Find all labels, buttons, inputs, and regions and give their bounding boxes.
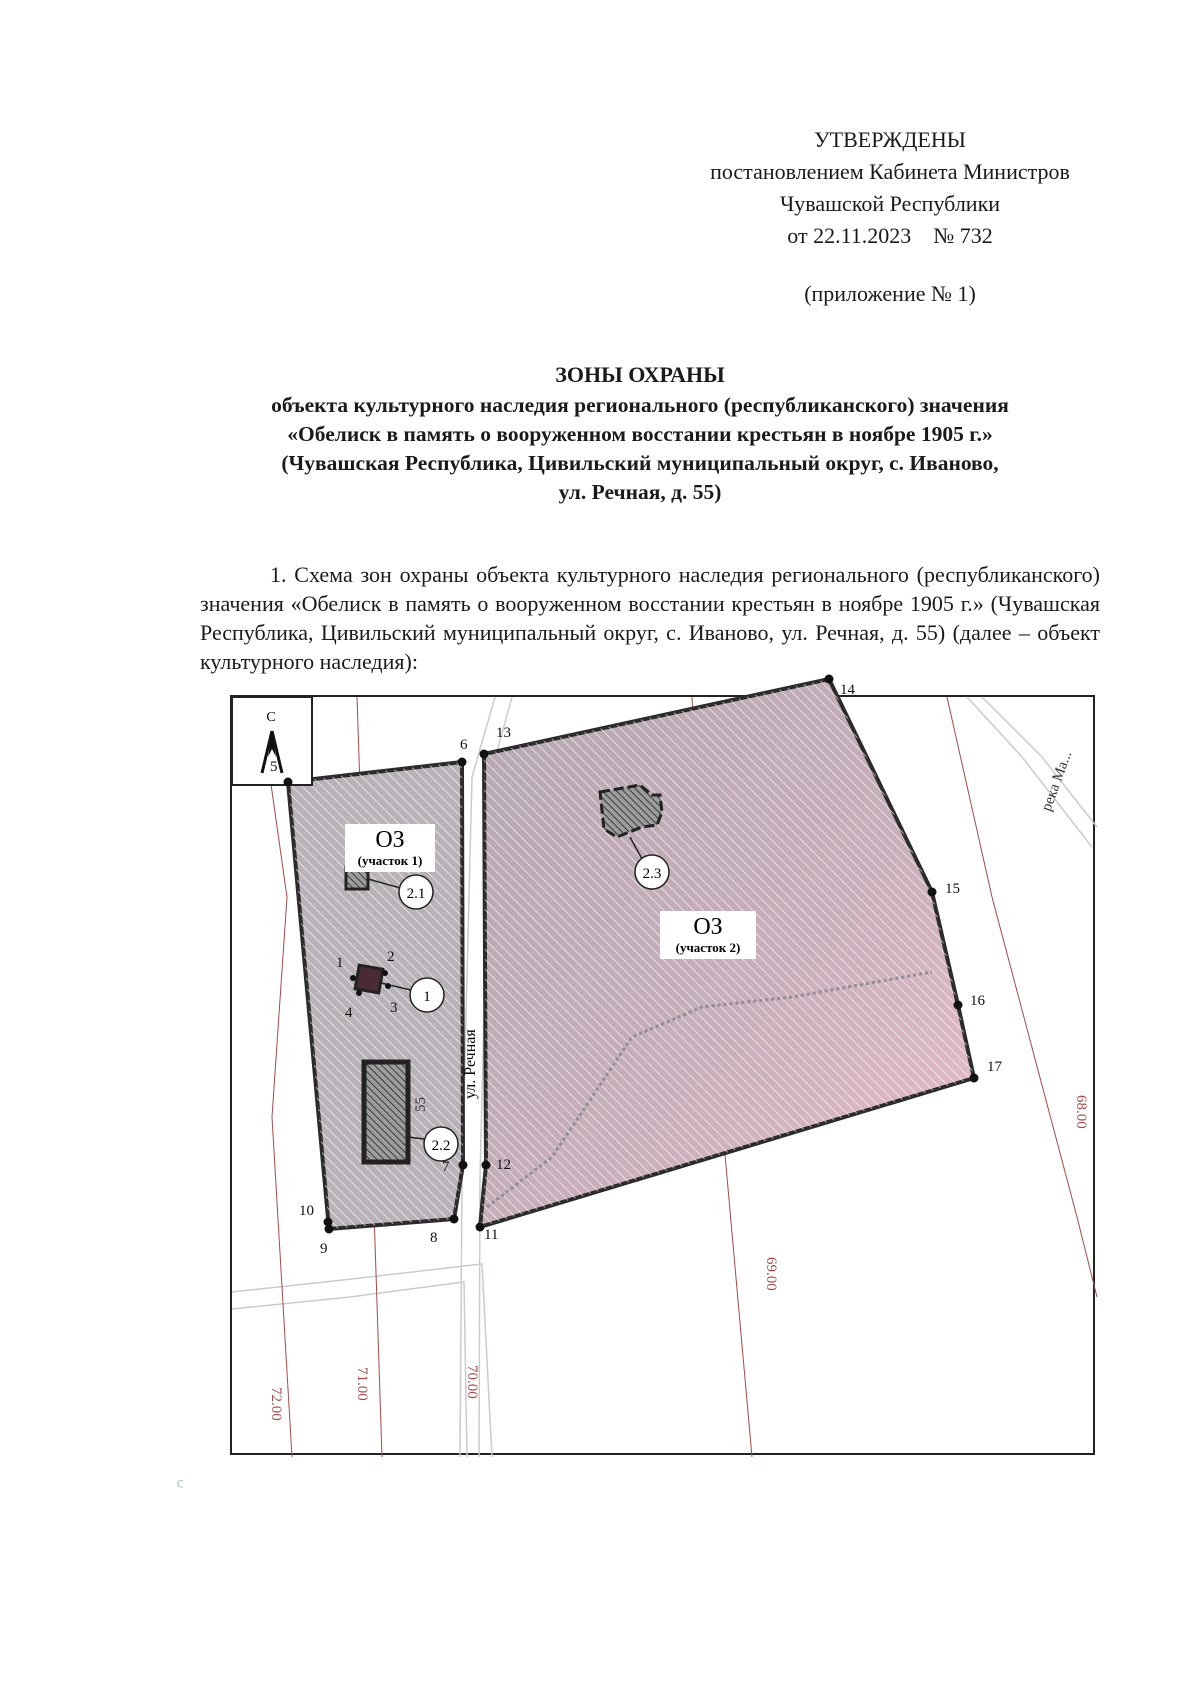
point-16 — [954, 1001, 963, 1010]
svg-text:14: 14 — [840, 682, 855, 698]
paragraph-1: 1. Схема зон охраны объекта культурного наследия регионального (республиканского) значения «Обелиск в память о вооруженном восстании крестьян в ноябре 1905 г.» (Чувашская Республика, Цивильский муниципальный округ, с. Иваново, ул. Речная, д. 55) (далее – объект культурного наследия): — [200, 562, 1100, 674]
point-15 — [928, 888, 937, 897]
svg-text:16: 16 — [970, 993, 985, 1009]
svg-text:13: 13 — [496, 725, 511, 741]
point-5 — [284, 778, 293, 787]
title-line1: объекта культурного наследия регионального (республиканского) значения — [271, 393, 1009, 417]
svg-text:7: 7 — [442, 1159, 450, 1175]
svg-text:ОЗ: ОЗ — [693, 914, 723, 940]
svg-text:2.3: 2.3 — [642, 866, 662, 882]
approval-date-number: от 22.11.2023 № 732 — [787, 223, 993, 248]
approval-line1: постановлением Кабинета Министров — [710, 159, 1070, 184]
svg-text:1: 1 — [336, 955, 344, 971]
svg-text:9: 9 — [320, 1241, 328, 1257]
svg-text:2.2: 2.2 — [431, 1138, 451, 1154]
point-17 — [970, 1074, 979, 1083]
svg-text:17: 17 — [987, 1059, 1002, 1075]
point-12 — [482, 1161, 491, 1170]
contour-label-70: 70.00 — [464, 1365, 480, 1399]
svg-text:15: 15 — [945, 881, 960, 897]
zone-1-label — [345, 824, 435, 872]
point-8 — [450, 1215, 459, 1224]
point-6 — [458, 758, 467, 767]
title-line3: (Чувашская Республика, Цивильский муниципальный округ, с. Иваново, — [281, 451, 999, 475]
svg-text:(участок 1): (участок 1) — [357, 853, 423, 868]
title-line4: ул. Речная, д. 55) — [558, 480, 722, 504]
svg-text:11: 11 — [484, 1227, 499, 1243]
river-label: река Ма... — [1038, 748, 1076, 814]
approval-heading: УТВЕРЖДЕНЫ — [814, 127, 966, 152]
house-number: 55 — [413, 1097, 429, 1112]
svg-text:4: 4 — [345, 1005, 353, 1021]
object-label-2-1 — [399, 875, 433, 909]
contour-label-68: 68.00 — [1073, 1095, 1089, 1129]
protection-zones-map — [230, 682, 1095, 1455]
street-label: ул. Речная — [462, 1029, 479, 1099]
contour-label-72: 72.00 — [268, 1387, 284, 1421]
svg-text:С: С — [266, 710, 276, 725]
contour-label-71: 71.00 — [354, 1367, 370, 1401]
svg-text:6: 6 — [460, 737, 468, 753]
svg-text:8: 8 — [430, 1230, 438, 1246]
map-svg — [232, 682, 1097, 1457]
svg-text:2.1: 2.1 — [406, 886, 426, 902]
approval-appendix: (приложение № 1) — [804, 281, 976, 306]
object-label-2-2 — [424, 1127, 458, 1161]
svg-text:10: 10 — [299, 1203, 314, 1219]
building-2-2 — [364, 1062, 408, 1162]
svg-text:2: 2 — [387, 949, 395, 965]
obelisk-object-1 — [355, 965, 383, 993]
title-main: ЗОНЫ ОХРАНЫ — [555, 362, 725, 387]
point-7 — [459, 1161, 468, 1170]
svg-text:(участок 2): (участок 2) — [675, 940, 741, 955]
contour-label-69: 69.00 — [763, 1257, 779, 1291]
object-label-2-3 — [635, 855, 669, 889]
approval-line2: Чувашской Республики — [779, 191, 1001, 216]
svg-text:ОЗ: ОЗ — [375, 827, 405, 853]
svg-text:3: 3 — [390, 1000, 398, 1016]
scan-mark: ᑦ — [176, 1477, 184, 1497]
object-label-1 — [410, 978, 444, 1012]
svg-text:5: 5 — [270, 759, 278, 775]
approval-stamp — [660, 124, 1120, 310]
document-title — [180, 360, 1100, 507]
point-14 — [825, 675, 834, 684]
title-line2: «Обелиск в память о вооруженном восстании крестьян в ноябре 1905 г.» — [287, 422, 993, 446]
svg-text:12: 12 — [496, 1157, 511, 1173]
zone-2-label — [660, 911, 756, 959]
svg-text:1: 1 — [423, 989, 431, 1005]
point-10 — [324, 1218, 333, 1227]
point-13 — [480, 750, 489, 759]
